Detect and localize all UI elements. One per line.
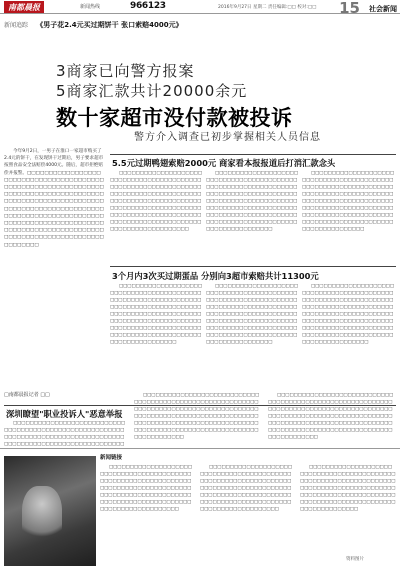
section-2-body-a: □□□□□□□□□□□□□□□□□□□□□□□□□□□□□□□□□□□□□□□□□□□□□□□□□□□□□□□□□□□□□□□□□□□□□□□□□□□□□□□□□□□□□□□□□□□□□□□□□□□□□□□□□□□□□□□□□□□□□□□□□□□□□□□□□□□□□□□□□□□□□□□□□□□□□□□□□□□□□□□□□□□□□□□□□□□□□□□□□□□□□□□□□□□□□□ xyxy=(110,284,202,345)
masthead xyxy=(0,0,400,17)
headline-line-2: 5商家汇款共计20000余元 xyxy=(56,82,248,100)
bottom-text-c: □□□□□□□□□□□□□□□□□□□□□□□□□□□□□□□□□□□□□□□□□□□□□□□□□□□□□□□□□□□□□□□□□□□□□□□□□□□□□□□□□□□□□□□□□□□□□□□□□□□□□□□□□□□□□□□□□□□□□□□□□□□□□□□□□□□□□□□□□□□□□□□□□□□□□ xyxy=(300,465,396,512)
section-3-body-b: □□□□□□□□□□□□□□□□□□□□□□□□□□□□□□□□□□□□□□□□□□□□□□□□□□□□□□□□□□□□□□□□□□□□□□□□□□□□□□□□□□□□□□□□□□□□□□□□□□□□□□□□□□□□□□□□□□□□□□□□□□□□□□□□□□□□□□□□□□□□□□□□□□□□□□□□□□□□□□□□□□□□□□□□□□□□□□□□□□□□□□□□□□□□□□ xyxy=(134,393,260,440)
page-number: 15 xyxy=(339,0,360,17)
hotline-label: 新闻热线 xyxy=(80,4,101,10)
section-2-body-c: □□□□□□□□□□□□□□□□□□□□□□□□□□□□□□□□□□□□□□□□□□□□□□□□□□□□□□□□□□□□□□□□□□□□□□□□□□□□□□□□□□□□□□□□□□□□□□□□□□□□□□□□□□□□□□□□□□□□□□□□□□□□□□□□□□□□□□□□□□□□□□□□□□□□□□□□□□□□□□□□□□□□□□□□□□□□□□□□□□□□□□□□□□□□□□ xyxy=(302,284,394,345)
section-2-body-b: □□□□□□□□□□□□□□□□□□□□□□□□□□□□□□□□□□□□□□□□□□□□□□□□□□□□□□□□□□□□□□□□□□□□□□□□□□□□□□□□□□□□□□□□□□□□□□□□□□□□□□□□□□□□□□□□□□□□□□□□□□□□□□□□□□□□□□□□□□□□□□□□□□□□□□□□□□□□□□□□□□□□□□□□□□□□□□□□□□□□□□□□□□□□□□ xyxy=(206,284,298,345)
news-link-label: 新闻链接 xyxy=(100,455,123,461)
section-1-rule xyxy=(110,154,396,155)
section-3-heading: 深圳瞭望"职业投诉人"恶意举报 xyxy=(6,409,123,419)
tracking-line xyxy=(4,20,396,30)
lead-credit: □南都晨报记者 □□ xyxy=(4,392,50,398)
tracking-tag: 新闻追踪 xyxy=(4,22,29,29)
news-photo xyxy=(4,456,96,566)
hotline-number: 966123 xyxy=(130,1,166,11)
newspaper-logo: 南都晨报 xyxy=(4,1,44,13)
tracking-title: 《男子花2.4元买过期饼干 张口索赔4000元》 xyxy=(36,21,183,29)
section-1-body-c: □□□□□□□□□□□□□□□□□□□□□□□□□□□□□□□□□□□□□□□□□□□□□□□□□□□□□□□□□□□□□□□□□□□□□□□□□□□□□□□□□□□□□□□□□□□□□□□□□□□□□□□□□□□□□□□□□□□□□□□□□□□□□□□□□□□□□□□□□□□□□□□□□□□□□□□□□□□□□□□□□□□□□□□□□□□□□□□□□□□□□□□□□□□□□ xyxy=(302,171,394,232)
sub-headline: 警方介入调查已初步掌握相关人员信息 xyxy=(134,132,321,143)
section-label: 社会新闻 xyxy=(369,5,397,13)
bottom-text-a: □□□□□□□□□□□□□□□□□□□□□□□□□□□□□□□□□□□□□□□□□□□□□□□□□□□□□□□□□□□□□□□□□□□□□□□□□□□□□□□□□□□□□□□□□□□□□□□□□□□□□□□□□□□□□□□□□□□□□□□□□□□□□□□□□□□□□□□□□□□□□□□□□□□□□ xyxy=(100,465,192,512)
photo-credit: 资料图片 xyxy=(346,557,364,562)
headline-line-1: 3商家已向警方报案 xyxy=(56,62,195,80)
bottom-text-b: □□□□□□□□□□□□□□□□□□□□□□□□□□□□□□□□□□□□□□□□□□□□□□□□□□□□□□□□□□□□□□□□□□□□□□□□□□□□□□□□□□□□□□□□□□□□□□□□□□□□□□□□□□□□□□□□□□□□□□□□□□□□□□□□□□□□□□□□□□□□□□□□□□□□□ xyxy=(200,465,292,512)
section-2-heading: 3个月内3次买过期蛋品 分别向3超市索赔共计11300元 xyxy=(112,271,319,281)
section-1-heading: 5.5元过期鸭翅索赔2000元 商家看本报报道后打消汇款念头 xyxy=(112,158,336,168)
date-line: 2016年9月27日 星期二 责任编辑:□□ 校对:□□ xyxy=(218,5,317,10)
section-2-rule xyxy=(110,266,396,267)
section-3-body-a: □□□□□□□□□□□□□□□□□□□□□□□□□□□□□□□□□□□□□□□□□□□□□□□□□□□□□□□□□□□□□□□□□□□□□□□□□□□□□□□□□□□□□□□□□□□□□□□□□□□□□□□□□□□□□□□□□□ xyxy=(4,421,126,446)
main-headline: 数十家超市没付款被投诉 xyxy=(56,106,293,130)
lead-text: 今年9月2日，一男子在淮口一家超市购买了2.4元的饼干，在发现饼干过期后，男子要求超市按照食品安全法赔偿4000元。随后，超市拒绝赔偿并报警。□□□□□□□□□□□□□□□□□□□□□□□□□□□□□□□□□□□□□□□□□□□□□□□□□□□□□□□□□□□□□□□□□□□□□□□□□□□□□□□□□□□□□□□□□□□□□□□□□□□□□□□□□□□□□□□□□□□□□□□□□□□□□□□□□□□□□□□□□□□□□□□□□□□□□□□□□□□□□□□□□□□□□□□□□□□□□□□□□□□□□□□□□□□□□□□□□□□□□□□□□□□□□□□□□□□□□□□□□□□□□□□□□□□□□□□□ xyxy=(4,149,104,248)
section-1-body-b: □□□□□□□□□□□□□□□□□□□□□□□□□□□□□□□□□□□□□□□□□□□□□□□□□□□□□□□□□□□□□□□□□□□□□□□□□□□□□□□□□□□□□□□□□□□□□□□□□□□□□□□□□□□□□□□□□□□□□□□□□□□□□□□□□□□□□□□□□□□□□□□□□□□□□□□□□□□□□□□□□□□□□□□□□□□□□□□□□□□□□□□□□□□□□□ xyxy=(206,171,298,232)
section-3-body-c: □□□□□□□□□□□□□□□□□□□□□□□□□□□□□□□□□□□□□□□□□□□□□□□□□□□□□□□□□□□□□□□□□□□□□□□□□□□□□□□□□□□□□□□□□□□□□□□□□□□□□□□□□□□□□□□□□□□□□□□□□□□□□□□□□□□□□□□□□□□□□□□□□□□□□□□□□□□□□□□□□□□□□□□□□□□□□□□□□□□□□□□□□□□□□□ xyxy=(268,393,394,440)
section-1-body-a: □□□□□□□□□□□□□□□□□□□□□□□□□□□□□□□□□□□□□□□□□□□□□□□□□□□□□□□□□□□□□□□□□□□□□□□□□□□□□□□□□□□□□□□□□□□□□□□□□□□□□□□□□□□□□□□□□□□□□□□□□□□□□□□□□□□□□□□□□□□□□□□□□□□□□□□□□□□□□□□□□□□□□□□□□□□□□□□□□□□□□□□□□□□□□□□□□ xyxy=(110,171,202,232)
